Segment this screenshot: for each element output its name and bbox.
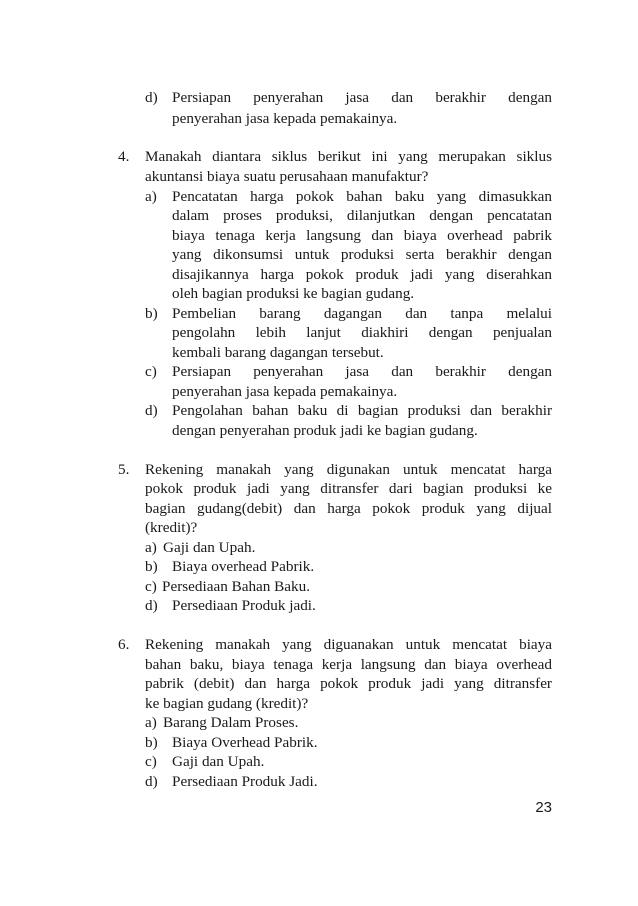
option-text-line: Pembelian barang dagangan dan tanpa melalui xyxy=(172,305,552,322)
option-label: c) xyxy=(145,578,157,595)
question-number: 5. xyxy=(118,461,130,478)
option-label: b) xyxy=(145,558,158,575)
question-text-line: pabrik (debit) dan harga pokok produk jadi yang ditransfer xyxy=(145,675,552,692)
question-text-line: (kredit)? xyxy=(145,519,198,536)
option-text: Biaya Overhead Pabrik. xyxy=(172,734,318,751)
option-text-line: biaya tenaga kerja langsung dan biaya overhead pabrik xyxy=(172,227,552,244)
option-label: b) xyxy=(145,734,158,751)
question-text-line: Rekening manakah yang diguanakan untuk mencatat biaya xyxy=(145,636,552,653)
option-text: Biaya overhead Pabrik. xyxy=(172,558,315,575)
question-number: 6. xyxy=(118,636,130,653)
option-text: Persediaan Produk jadi. xyxy=(172,597,316,614)
option-label: a) xyxy=(145,539,157,556)
option-label: a) xyxy=(145,714,157,731)
option-text-line: kembali barang dagangan tersebut. xyxy=(172,344,384,361)
option-label: c) xyxy=(145,363,157,380)
option-text: Gaji dan Upah. xyxy=(163,539,256,556)
option-text-line: dalam proses produksi, dilanjutkan dengan pencatatan xyxy=(172,207,552,224)
question-text-line: Rekening manakah yang digunakan untuk mencatat harga xyxy=(145,461,552,478)
option-label: a) xyxy=(145,188,157,205)
question-text-line: ke bagian gudang (kredit)? xyxy=(145,695,309,712)
question-text-line: akuntansi biaya suatu perusahaan manufaktur? xyxy=(145,168,429,185)
option-text: Barang Dalam Proses. xyxy=(163,714,299,731)
question-text-line: bahan baku, biaya tenaga kerja langsung dan biaya overhead xyxy=(145,656,552,673)
question-text-line: Manakah diantara siklus berikut ini yang merupakan siklus xyxy=(145,148,552,165)
question-text-line: bagian gudang(debit) dan harga pokok produk yang dijual xyxy=(145,500,552,517)
option-text: Persediaan Produk Jadi. xyxy=(172,773,318,790)
option-label: d) xyxy=(145,597,158,614)
option-label: d) xyxy=(145,402,158,419)
option-text: Gaji dan Upah. xyxy=(172,753,265,770)
option-text-line: pengolahn lebih lanjut diakhiri dengan penjualan xyxy=(172,324,552,341)
page-number: 23 xyxy=(535,799,552,816)
option-text-line: penyerahan jasa kepada pemakainya. xyxy=(172,383,398,400)
option-text-line: penyerahan jasa kepada pemakainya. xyxy=(172,110,398,127)
option-label: d) xyxy=(145,89,158,106)
option-text-line: Persiapan penyerahan jasa dan berakhir dengan xyxy=(172,89,552,106)
option-text-line: Pencatatan harga pokok bahan baku yang dimasukkan xyxy=(172,188,552,205)
question-number: 4. xyxy=(118,148,130,165)
question-text-line: pokok produk jadi yang ditransfer dari bagian produksi ke xyxy=(145,480,552,497)
option-label: c) xyxy=(145,753,157,770)
option-text-line: oleh bagian produksi ke bagian gudang. xyxy=(172,285,415,302)
option-text-line: Pengolahan bahan baku di bagian produksi dan berakhir xyxy=(172,402,552,419)
option-label: b) xyxy=(145,305,158,322)
option-label: d) xyxy=(145,773,158,790)
option-text-line: yang dikonsumsi untuk produksi serta berakhir dengan xyxy=(172,246,552,263)
option-text-line: Persiapan penyerahan jasa dan berakhir dengan xyxy=(172,363,552,380)
option-text-line: disajikannya harga pokok produk jadi yang diserahkan xyxy=(172,266,552,283)
option-text: Persediaan Bahan Baku. xyxy=(162,578,311,595)
option-text-line: dengan penyerahan produk jadi ke bagian gudang. xyxy=(172,422,478,439)
